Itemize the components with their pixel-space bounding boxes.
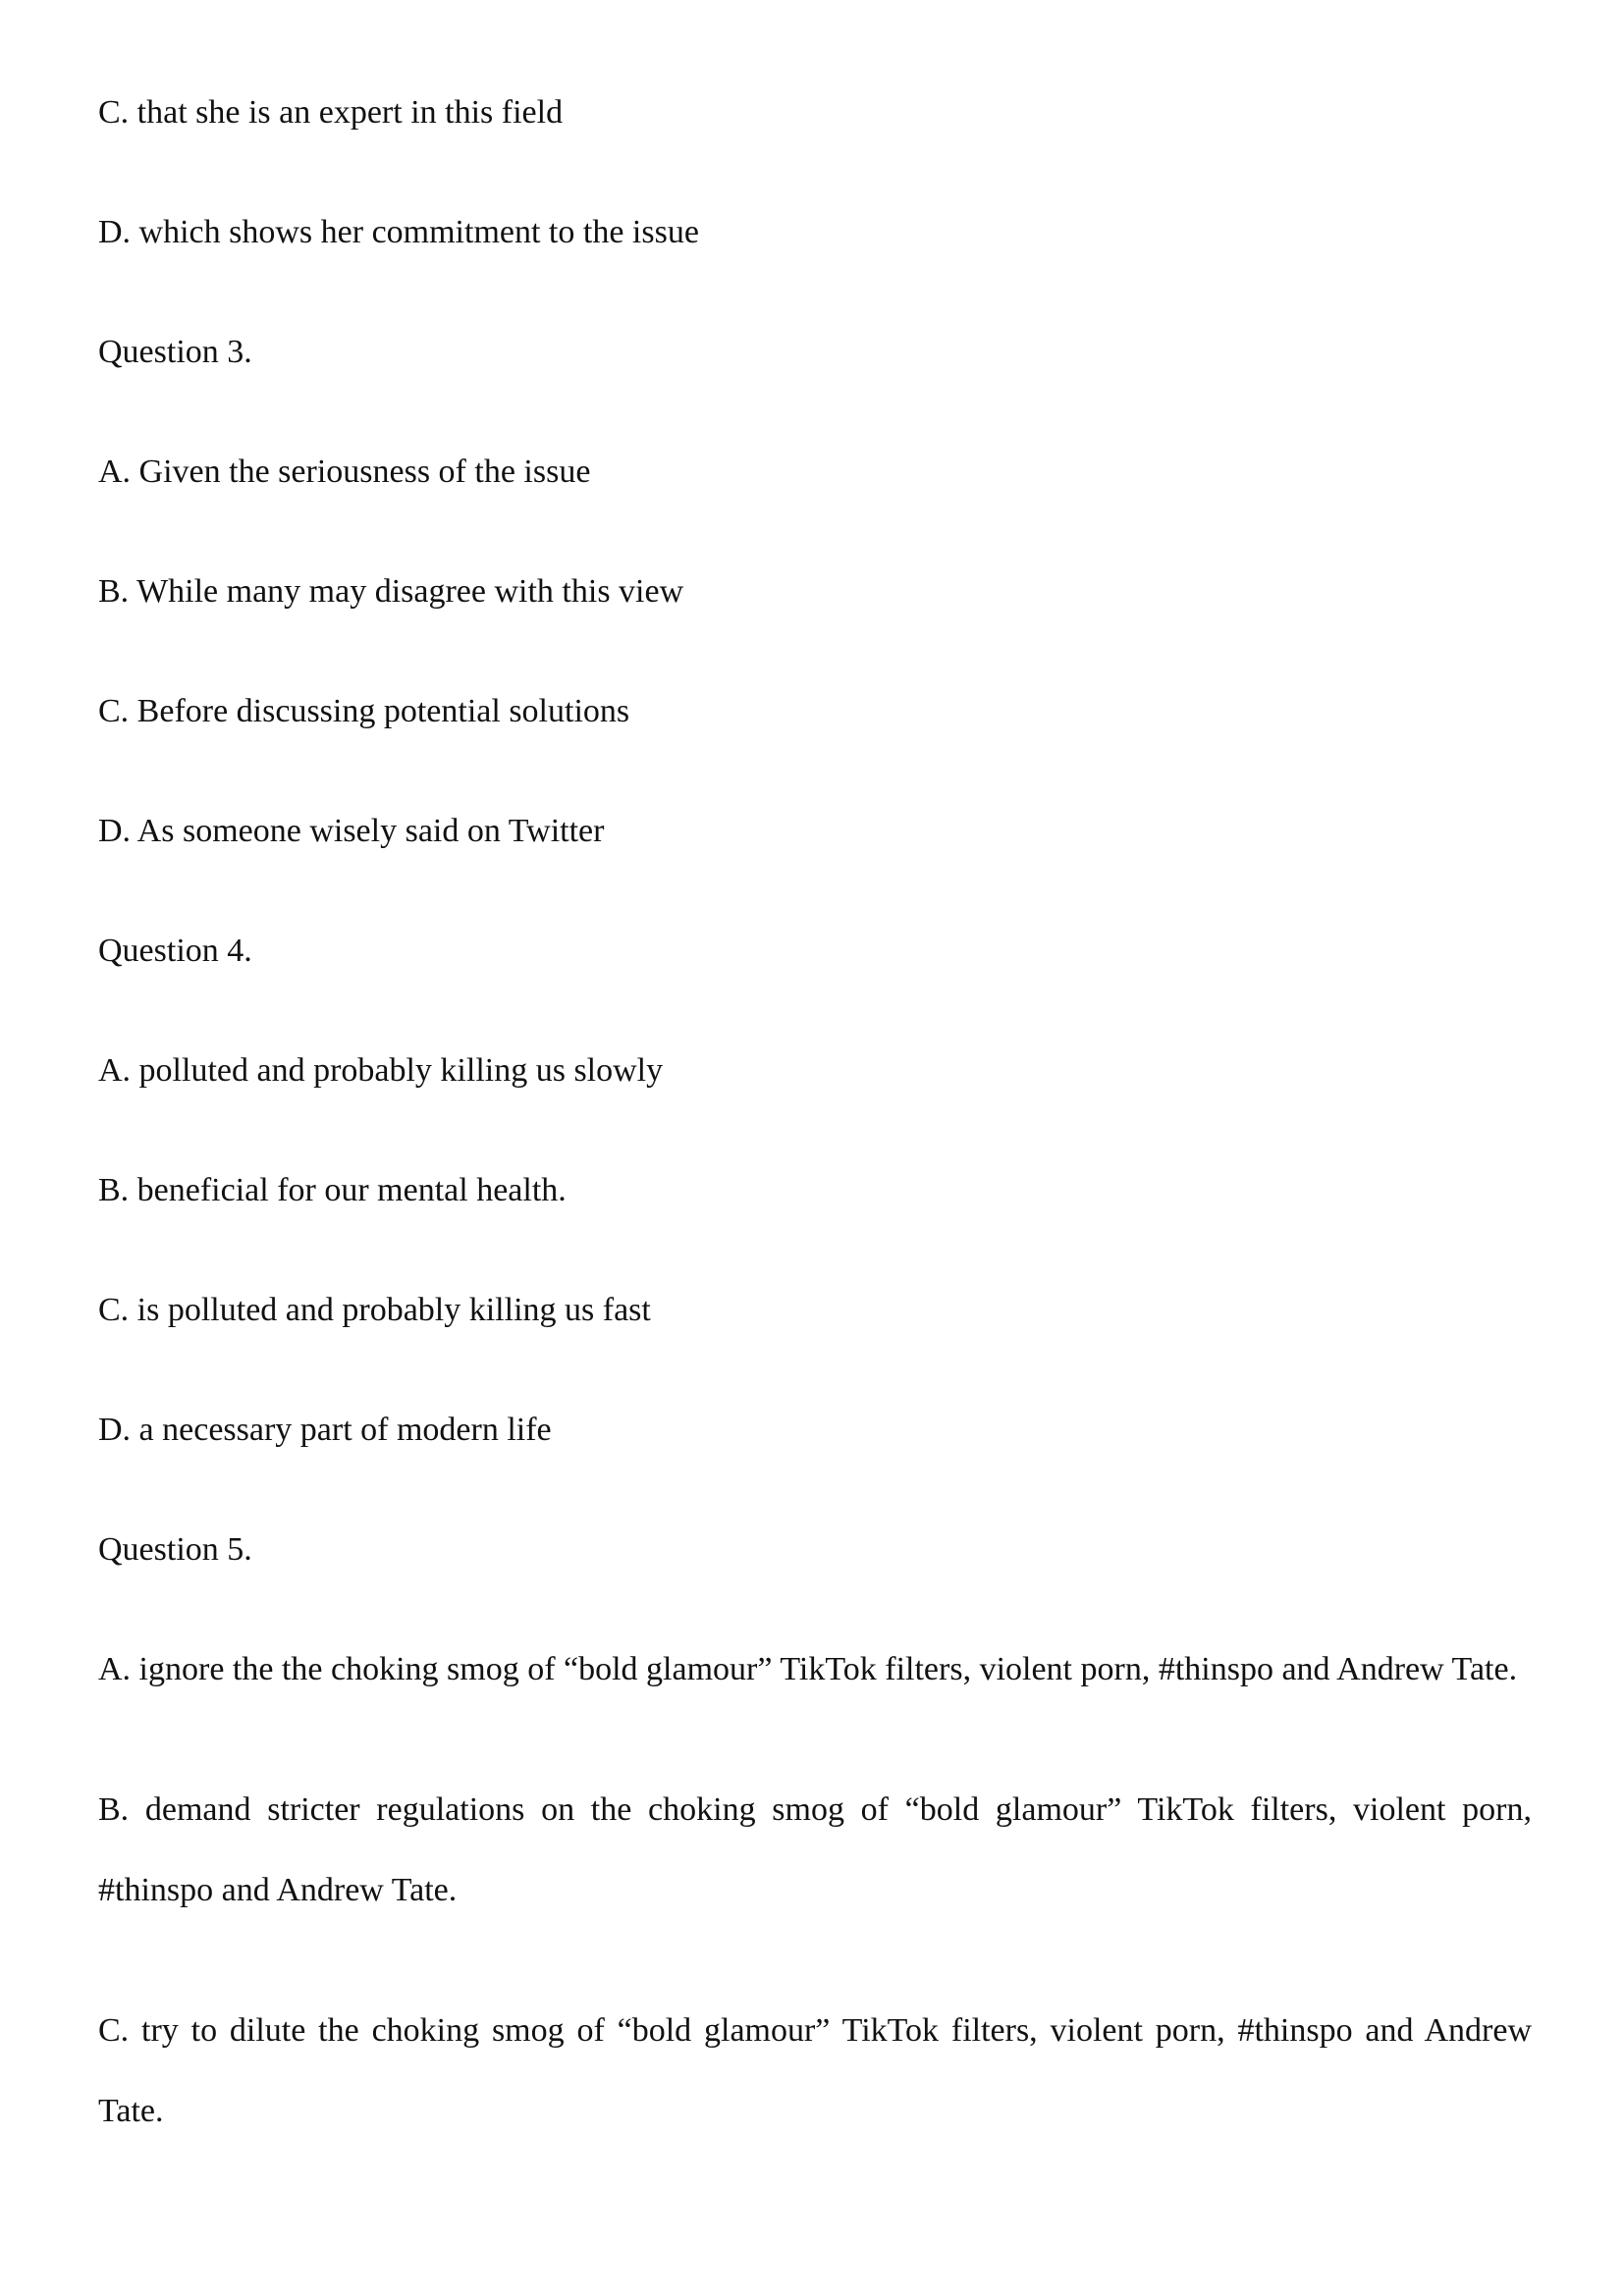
- q3-option-c: C. Before discussing potential solutions: [98, 693, 630, 729]
- q3-option-b: B. While many may disagree with this view: [98, 573, 684, 610]
- q3-option-d: D. As someone wisely said on Twitter: [98, 813, 605, 849]
- q5-option-b: B. demand stricter regulations on the choking smog of “bold glamour” TikTok filters, violent porn, #thinspo and Andrew Tate.: [98, 1791, 1532, 1908]
- q2-option-c: C. that she is an expert in this field: [98, 94, 564, 131]
- q4-option-b: B. beneficial for our mental health.: [98, 1172, 567, 1208]
- q2-option-d: D. which shows her commitment to the issue: [98, 214, 699, 250]
- q5-option-c: C. try to dilute the choking smog of “bold glamour” TikTok filters, violent porn, #thinspo and Andrew Tate.: [98, 2012, 1532, 2129]
- q4-option-d: D. a necessary part of modern life: [98, 1412, 552, 1448]
- q4-option-a: A. polluted and probably killing us slowly: [98, 1052, 664, 1089]
- q3-option-a: A. Given the seriousness of the issue: [98, 454, 591, 490]
- q4-option-c: C. is polluted and probably killing us fast: [98, 1292, 651, 1328]
- q5-option-a: A. ignore the the choking smog of “bold glamour” TikTok filters, violent porn, #thinspo and Andrew Tate.: [98, 1651, 1518, 1687]
- question-4-heading: Question 4.: [98, 933, 252, 969]
- question-3-heading: Question 3.: [98, 334, 252, 370]
- question-5-heading: Question 5.: [98, 1531, 252, 1568]
- document-page: [98, 93, 1532, 2152]
